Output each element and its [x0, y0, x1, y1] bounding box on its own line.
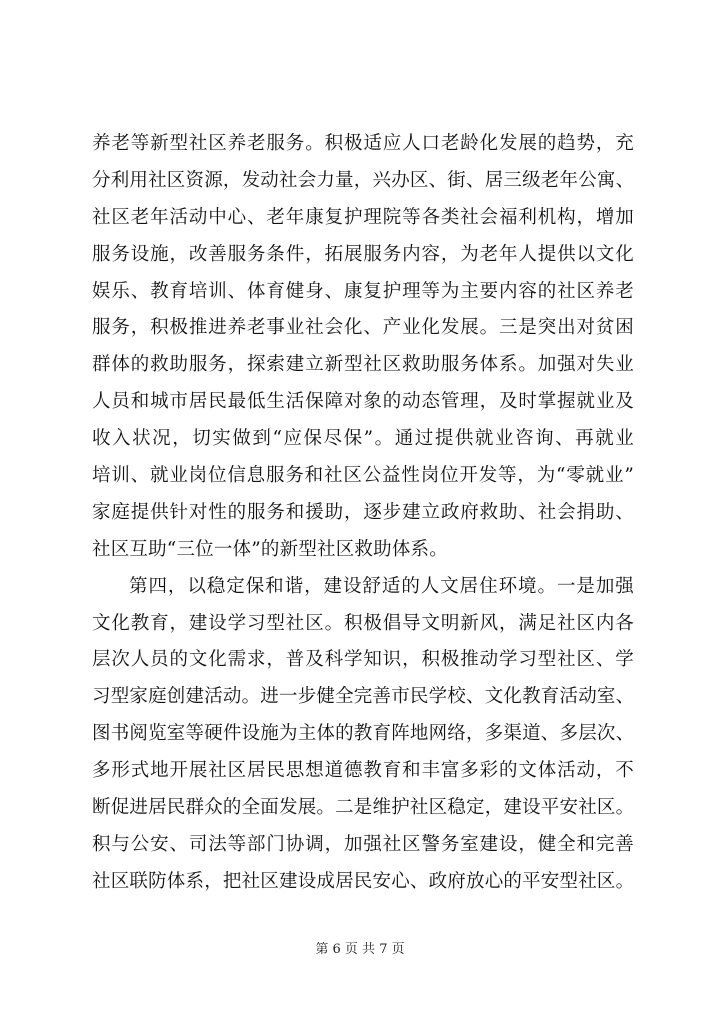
text-line: 社区老年活动中心、老年康复护理院等各类社会福利机构，增加 [92, 206, 634, 228]
text-line: 群体的救助服务，探索建立新型社区救助服务体系。加强对失业 [92, 354, 634, 376]
text-line: 养老等新型社区养老服务。积极适应人口老龄化发展的趋势，充 [92, 133, 634, 154]
text-line: 社区联防体系，把社区建设成居民安心、政府放心的平安型社区。 [92, 870, 635, 892]
text-line: 人员和城市居民最低生活保障对象的动态管理，及时掌握就业及 [92, 391, 634, 413]
text-line: 家庭提供针对性的服务和援助，逐步建立政府救助、社会捐助、 [92, 501, 634, 523]
text-line: 文化教育，建设学习型社区。积极倡导文明新风，满足社区内各 [92, 612, 634, 634]
text-line: 服务设施，改善服务条件，拓展服务内容，为老年人提供以文化 [92, 243, 634, 265]
text-line: 分利用社区资源，发动社会力量，兴办区、街、居三级老年公寓、 [92, 169, 635, 191]
page-number-footer: 第 6 页 共 7 页 [315, 942, 405, 957]
text-line: 断促进居民群众的全面发展。二是维护社区稳定，建设平安社区。 [92, 797, 635, 819]
text-line: 习型家庭创建活动。进一步健全完善市民学校、文化教育活动室、 [92, 686, 635, 708]
text-line: 培训、就业岗位信息服务和社区公益性岗位开发等，为“零就业” [92, 465, 634, 487]
paragraph-first-line: 第四，以稳定保和谐，建设舒适的人文居住环境。一是加强 [129, 575, 634, 597]
text-line: 图书阅览室等硬件设施为主体的教育阵地网络，多渠道、多层次、 [92, 723, 635, 745]
text-line: 多形式地开展社区居民思想道德教育和丰富多彩的文体活动，不 [92, 760, 634, 782]
text-line: 层次人员的文化需求，普及科学知识，积极推动学习型社区、学 [92, 649, 634, 671]
text-line: 社区互助“三位一体”的新型社区救助体系。 [92, 538, 448, 560]
text-line: 娱乐、教育培训、体育健身、康复护理等为主要内容的社区养老 [92, 280, 634, 302]
document-body [92, 126, 634, 901]
text-line: 服务，积极推进养老事业社会化、产业化发展。三是突出对贫困 [92, 317, 634, 339]
text-line: 收入状况，切实做到“应保尽保”。通过提供就业咨询、再就业 [92, 428, 634, 450]
text-line: 积与公安、司法等部门协调，加强社区警务室建设，健全和完善 [92, 833, 634, 855]
